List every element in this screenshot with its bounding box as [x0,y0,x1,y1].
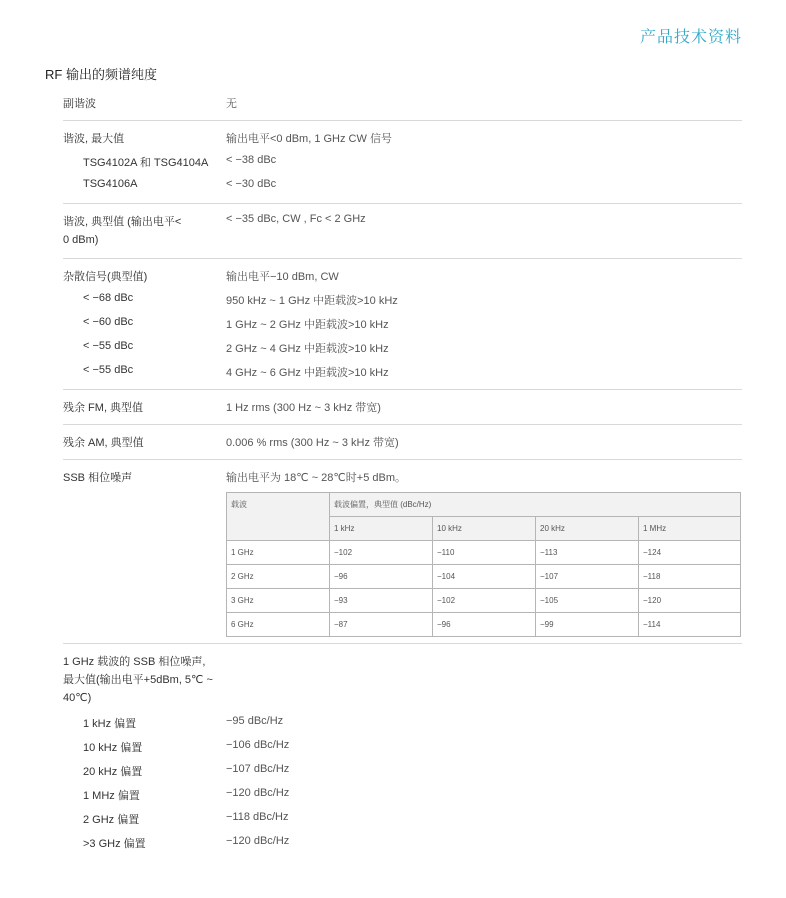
spec-value: 1 Hz rms (300 Hz ~ 3 kHz 带宽) [226,402,381,414]
spec-value: −106 dBc/Hz [226,739,290,751]
table-cell: −99 [536,613,639,637]
spec-label: < −55 dBc [83,340,134,352]
table-cell: −102 [330,541,433,565]
table-cell: −110 [433,541,536,565]
spec-value: −107 dBc/Hz [226,763,290,775]
spec-label: 残余 AM, 典型值 [63,437,144,449]
spec-value: 4 GHz ~ 6 GHz 中距载波>10 kHz [226,367,389,379]
table-cell: −114 [639,613,741,637]
spec-label-line: 最大值(输出电平+5dBm, 5℃ ~ [63,674,213,686]
table-cell: 1 GHz [227,541,330,565]
table-header-cell: 10 kHz [433,517,536,541]
spec-label: 谐波, 最大值 [63,133,125,145]
table-cell: −96 [330,565,433,589]
table-cell: −107 [536,565,639,589]
spec-label: 1 MHz 偏置 [83,790,140,802]
spec-label: SSB 相位噪声 [63,472,133,484]
spec-subrow [63,710,742,734]
table-header-cell: 20 kHz [536,517,639,541]
row-divider [63,203,742,204]
spec-value: 输出电平<0 dBm, 1 GHz CW 信号 [226,133,392,145]
spec-label: TSG4106A [83,178,138,190]
spec-label-line: 1 GHz 载波的 SSB 相位噪声, [63,656,206,668]
spec-row-harmonics-typical [63,208,742,252]
row-divider [63,424,742,425]
table-row [227,565,741,589]
spec-row-ssb-max [63,648,742,710]
table-header-cell: 载波 [227,493,330,541]
spec-subrow [63,335,742,359]
spec-label-line: 谐波, 典型值 (输出电平< [63,216,182,228]
spec-label-line: 40℃) [63,692,92,704]
table-cell: −120 [639,589,741,613]
table-row [227,589,741,613]
spec-label: >3 GHz 偏置 [83,838,146,850]
spec-row-spurs [63,263,742,287]
table-cell: −96 [433,613,536,637]
spec-subrow [63,359,742,383]
section-title: RF 输出的频谱纯度 [45,67,157,82]
spec-label: 杂散信号(典型值) [63,271,148,283]
table-cell: −102 [433,589,536,613]
table-row [227,541,741,565]
spec-label: 10 kHz 偏置 [83,742,143,754]
spec-value: 无 [226,98,237,110]
spec-row-ssb-phase-noise [63,464,742,492]
table-cell: 6 GHz [227,613,330,637]
spec-label: 残余 FM, 典型值 [63,402,144,414]
spec-subrow [63,287,742,311]
spec-value: 0.006 % rms (300 Hz ~ 3 kHz 带宽) [226,437,399,449]
table-cell: −124 [639,541,741,565]
spec-value: 输出电平−10 dBm, CW [226,271,339,283]
spec-label [63,213,203,249]
row-divider [63,389,742,390]
spec-label: < −55 dBc [83,364,134,376]
table-header-cell: 1 MHz [639,517,741,541]
spec-row-residual-am [63,429,742,453]
spec-label: < −60 dBc [83,316,134,328]
spec-label: 1 kHz 偏置 [83,718,137,730]
spec-label: 2 GHz 偏置 [83,814,140,826]
spec-label: 副谐波 [63,98,96,110]
table-header-row [227,493,741,517]
spec-value: < −38 dBc [226,154,277,166]
spec-subrow [63,149,742,173]
spec-value: < −30 dBc [226,178,277,190]
spec-label [63,653,233,707]
spec-subrow [63,806,742,830]
spec-row-subharmonics [63,90,742,114]
table-cell: 2 GHz [227,565,330,589]
spec-label-line: 0 dBm) [63,234,99,246]
spec-subrow [63,734,742,758]
spec-subrow [63,782,742,806]
spec-label: < −68 dBc [83,292,134,304]
spec-label: TSG4102A 和 TSG4104A [83,157,209,169]
spec-label: 20 kHz 偏置 [83,766,143,778]
spec-value: −120 dBc/Hz [226,835,290,847]
spec-row-residual-fm [63,394,742,418]
spec-table [63,90,742,854]
spec-value: 1 GHz ~ 2 GHz 中距载波>10 kHz [226,319,389,331]
table-cell: −87 [330,613,433,637]
spec-subrow [63,830,742,854]
table-cell: −113 [536,541,639,565]
spec-subrow [63,173,742,197]
ssb-phase-noise-table [226,492,741,637]
spec-subrow [63,758,742,782]
table-row [227,613,741,637]
table-cell: −93 [330,589,433,613]
table-cell: −104 [433,565,536,589]
spec-value: 输出电平为 18℃ ~ 28℃时+5 dBm。 [226,472,406,484]
spec-value: 2 GHz ~ 4 GHz 中距载波>10 kHz [226,343,389,355]
spec-value: 950 kHz ~ 1 GHz 中距载波>10 kHz [226,295,398,307]
row-divider [63,459,742,460]
spec-value: −120 dBc/Hz [226,787,290,799]
row-divider [63,120,742,121]
spec-value: −95 dBc/Hz [226,715,284,727]
spec-value: −118 dBc/Hz [226,811,289,823]
table-header-cell: 载波偏置，典型值 (dBc/Hz) [330,493,741,517]
spec-subrow [63,311,742,335]
document-header-tag: 产品技术资料 [639,29,742,46]
table-cell: 3 GHz [227,589,330,613]
row-divider [63,643,742,644]
row-divider [63,258,742,259]
table-cell: −118 [639,565,741,589]
table-cell: −105 [536,589,639,613]
table-header-cell: 1 kHz [330,517,433,541]
spec-value: < −35 dBc, CW , Fc < 2 GHz [226,213,366,225]
spec-row-harmonics-max [63,125,742,149]
